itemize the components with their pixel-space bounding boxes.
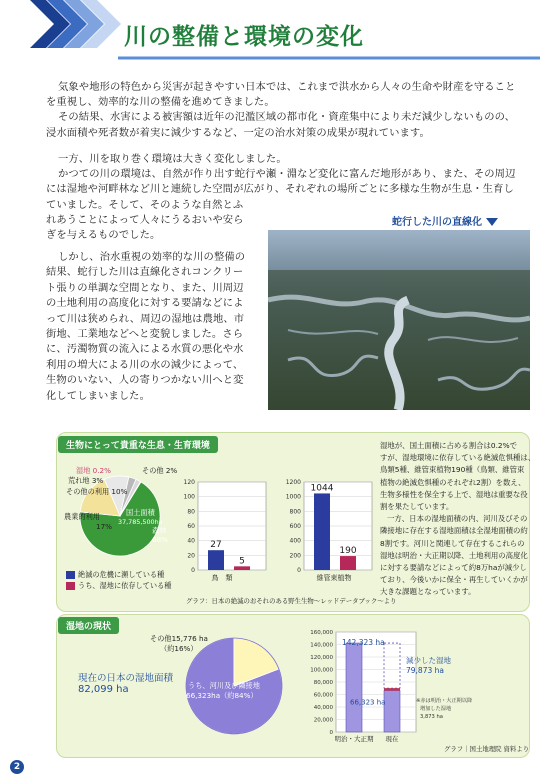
aerial-river-photo [268,230,530,410]
pie-label-land-area-value: 37,785,500ha [118,518,163,526]
habitat-text [380,440,535,599]
legend-swatch [66,582,75,590]
text-line: って川は狭められ、周辺の湿地は農地、市 [46,312,245,325]
legend-label: うち、湿地に依存している種 [78,581,172,590]
legend-label: 絶滅の危機に瀕している種 [78,570,165,579]
data-label: 5 [239,556,245,567]
bar [346,643,362,732]
y-tick-label: 160,000 [310,630,333,636]
bar-value-label: 66,323 ha [350,698,386,707]
pie-label-forest: 森林 [152,526,167,535]
text-line: 鳥類5種、維管束植物190種（鳥類、維管束 [380,465,525,475]
bar-value-label: 142,323 ha [342,638,385,648]
reduction-label: 減少した湿地 [406,656,451,666]
y-tick-label: 1200 [285,479,301,486]
page-number: 2 [10,760,24,774]
y-tick-label: 120,000 [310,655,333,661]
text-line: 植物の絶滅危惧種のそれぞれ2割）を数え、 [380,477,526,487]
change-paragraph [46,250,245,404]
text-line: 結果、蛇行した川は直線化されコンクリー [46,266,244,279]
pie2-label-other-pct: （約16%） [160,644,198,653]
y-tick-label: 200 [289,552,301,560]
current-area-value: 82,099 ha [78,684,129,695]
plants-bar-chart [278,470,378,592]
page-title: 川の整備と環境の変化 [124,24,364,50]
y-tick-label: 0 [191,567,195,574]
text-line: ぎを与えるものでした。 [46,229,161,242]
text-line: 街地、工業地などへと変貌しました。さら [46,328,244,341]
text-line: ていました。そして、そのような自然とふ [46,198,244,211]
text-line: 気象や地形の特色から災害が起きやすい日本では、これまで洪水から人々の生命や財産を守ること [58,81,516,93]
pie-label-agriculture: 農業的利用 [64,512,100,521]
pie-label-other: その他 2% [142,466,178,475]
pie2-label-river-value: 66,323ha（約84%） [186,691,258,700]
pie-label-wasteland: 荒れ地 3% [68,476,104,485]
y-tick-label: 0 [329,730,333,736]
text-line: その結果、水害による被害額は近年の氾濫区域の都市化・資産集中により未だ減少しないものの、 [58,111,516,124]
pie-label-wetland: 湿地 0.2% [76,466,111,475]
legend-item-endangered [66,570,164,580]
y-tick-label: 140,000 [310,642,333,649]
text-line: の土地利用の高度化に対する要請などによ [46,297,244,310]
text-line: を重視し、効率的な川の整備を進めてきました。 [46,96,275,109]
y-tick-label: 20,000 [313,717,333,724]
bar [234,566,250,570]
intro-paragraph [46,80,515,141]
data-label: 1044 [310,483,334,494]
data-label: 190 [339,546,357,557]
pie2-label-river: うち、河川及び隣接地 [188,681,260,690]
category-label: 維管束植物 [316,574,352,582]
text-line: しかし、治水重視の効率的な川の整備の [58,251,246,263]
text-line: に対する要請などによって約8万haが減少し [380,563,527,573]
text-line: 一方、川を取り巻く環境は大きく変化しました。 [58,153,287,165]
text-line: 8割です。河川と関連して存在するこれらの [380,538,525,548]
text-line: 生物多様性を保全する上で、湿地は重要な役 [380,489,528,499]
y-tick-label: 80,000 [313,680,333,686]
text-line: れあうことによって人々にうるおいや安ら [46,213,244,226]
y-tick-label: 40 [187,537,195,545]
note-line: ※赤は明治・大正期以降 [416,698,473,704]
header [0,0,560,62]
y-tick-label: 1000 [285,493,301,501]
y-tick-label: 60,000 [313,692,333,699]
text-line: ており、今後いかに保全・再生していくかが [380,575,528,585]
y-tick-label: 40,000 [313,705,333,711]
note-line: 3,873 ha [420,714,443,720]
category-label: 現在 [385,735,399,743]
y-tick-label: 100 [183,493,195,501]
y-tick-label: 0 [297,567,301,574]
y-tick-label: 600 [289,523,301,530]
text-line: に、汚濁物質の流入による水質の悪化や水 [46,343,244,356]
photo-caption [392,213,498,228]
text-line: 利用の増大による川の水の減少によって、 [46,358,244,371]
text-line: 化してしまいました。 [46,389,150,402]
text-line: かつての川の環境は、自然が作り出す蛇行や瀬・淵など変化に富んだ地形があり、また、その周辺 [58,168,516,181]
text-line: 隣接地に存在する湿地面積は全湿地面積の約 [380,526,528,536]
text-line: ト張りの単調な空間となり、また、川周辺 [46,281,244,294]
y-tick-label: 400 [289,537,301,545]
text-line: 大きな課題となっています。 [380,587,476,597]
text-line: 生物のいない、人の寄りつかない川へと変 [46,374,244,387]
text-line: すが、湿地環境に依存している絶滅危惧種は、 [380,453,536,463]
legend-swatch [66,571,75,579]
reduction-value: 79,873 ha [406,666,444,676]
text-line: には湿地や河畔林など川と連続した空間が広がり、それぞれの場所ごとに多様な生物が生息・生育し [46,183,514,196]
y-tick-label: 60 [187,523,195,530]
pie-label-other-use: その他の利用 10% [66,487,128,496]
pie-label-agriculture-pct: 17% [96,522,112,531]
pie-label-forest-pct: 68% [152,535,168,544]
y-tick-label: 800 [289,508,301,516]
data-label: 27 [210,540,222,551]
note-line: 増加した湿地 [420,706,452,712]
y-tick-label: 120 [183,479,195,486]
text-line: 割を果たしています。 [380,502,454,512]
text-line: 湿地が、国土面積に占める割合は0.2%で [380,441,518,450]
text-line: 一方、日本の湿地面積の内、河川及びその [387,514,528,524]
y-tick-label: 80 [187,508,195,516]
wetland-area-bar-chart [292,622,528,754]
pie-label-land-area: 国土面積 [126,508,155,517]
text-line: 浸水面積や死者数が着実に減少するなど、一定の治水対策の成果が現れています。 [46,126,430,139]
current-area-label: 現在の日本の湿地面積 [78,673,174,684]
bar [314,493,330,570]
y-tick-label: 20 [187,552,195,560]
current-heading: 湿地の現状 [58,617,119,634]
category-label: 明治・大正期 [334,735,374,743]
bar [340,556,356,570]
y-tick-label: 100,000 [310,667,333,674]
birds-bar-chart [172,470,272,592]
triangle-down-icon [486,218,498,226]
habitat-heading: 生物にとって貴重な生息・生育環境 [58,436,218,453]
bar [384,691,400,732]
category-label: 鳥 類 [211,574,233,582]
text-line: 湿地は明治・大正期以降、土地利用の高度化 [380,550,528,560]
current-source: グラフ｜国土地理院 資料より [444,745,530,753]
photo-caption-text: 蛇行した川の直線化 [392,217,482,228]
legend-item-wetland-dependent [66,581,171,591]
bar [208,550,224,570]
habitat-source: グラフ：日本の絶滅のおそれのある野生生物〜レッドデータブック〜より [186,597,397,605]
pie2-label-other: その他15,776 ha [150,634,208,643]
